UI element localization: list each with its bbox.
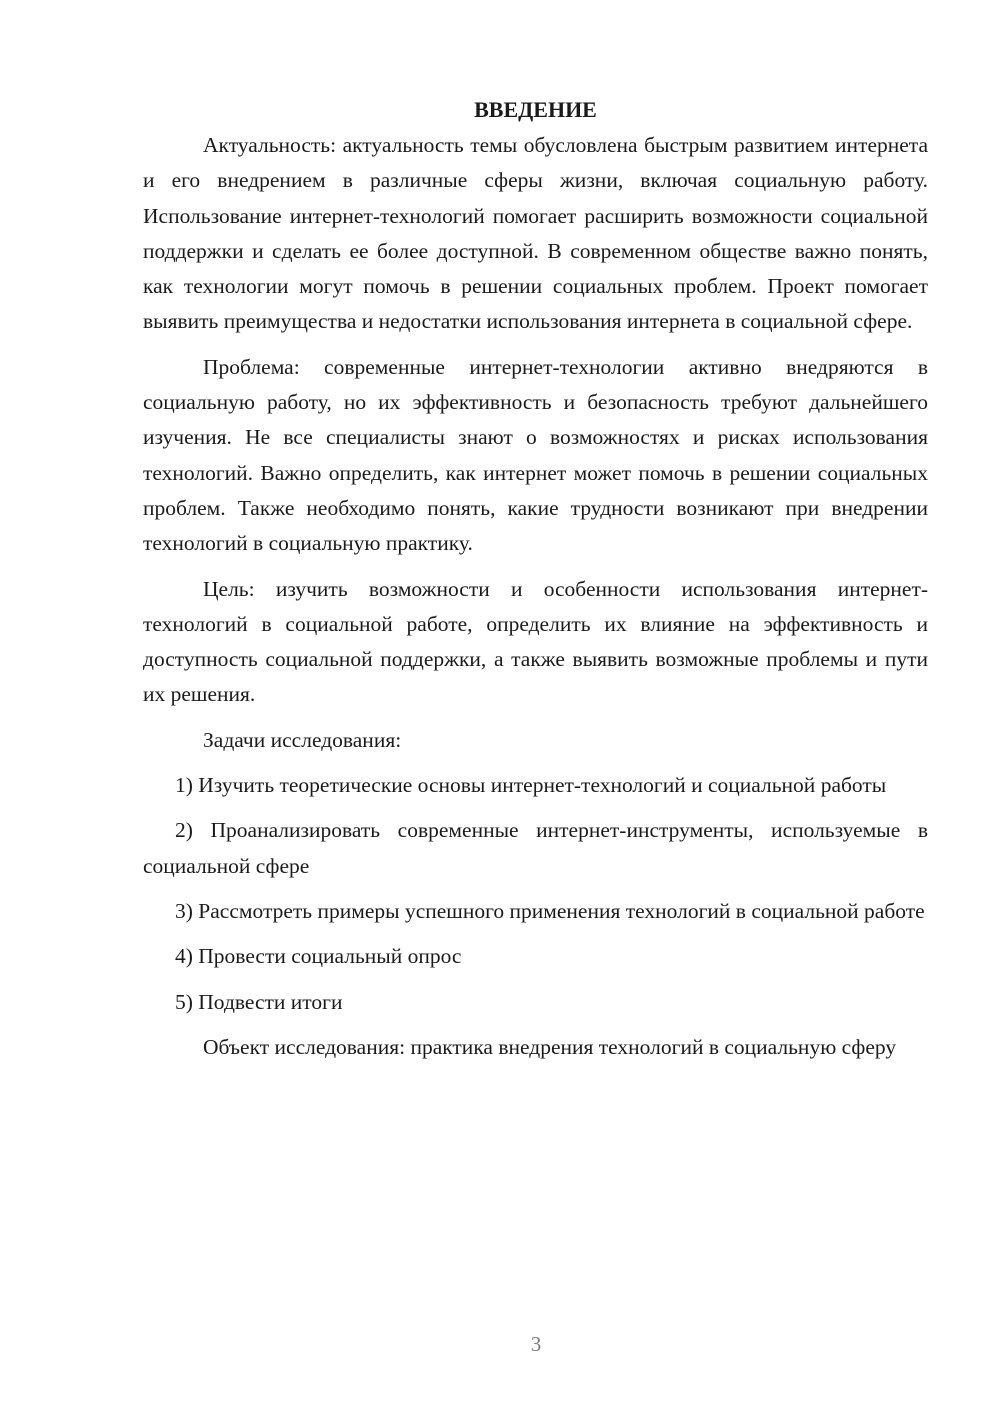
list-item: 2) Проанализировать современные интернет-инструменты, используемые в социальной сфере (143, 818, 928, 878)
paragraph-object: Объект исследования: практика внедрения технологий в социальную сферу (203, 1034, 897, 1059)
list-item: 1) Изучить теоретические основы интернет-технологий и социальной работы (175, 773, 887, 798)
paragraph-relevance: Актуальность: актуальность темы обусловлена быстрым развитием интернета и его внедрением в различные сферы жизни, включая социальную работу. Использование интернет-технологий помогает расширить возможности социальной поддержки и сделать ее более доступной. В современном обществе важно понять, как технологии могут помочь в решении социальных проблем. Проект помогает выявить преимущества и недостатки использования интернета в социальной сфере. (143, 133, 928, 334)
paragraph-goal: Цель: изучить возможности и особенности использования интернет-технологий в социальной работе, определить их влияние на эффективность и доступность социальной поддержки, а также выявить возможные проблемы и пути их решения. (143, 576, 928, 707)
page-title: ВВЕДЕНИЕ (474, 97, 597, 122)
tasks-heading: Задачи исследования: (203, 727, 402, 752)
list-item: 5) Подвести итоги (175, 989, 343, 1014)
paragraph-problem: Проблема: современные интернет-технологии активно внедряются в социальную работу, но их эффективность и безопасность требуют дальнейшего изучения. Не все специалисты знают о возможностях и рисках использования технологий. Важно определить, как интернет может помочь в решении социальных проблем. Также необходимо понять, какие трудности возникают при внедрении технологий в социальную практику. (143, 354, 928, 556)
page-number: 3 (530, 1332, 542, 1356)
document-page (143, 92, 928, 1075)
list-item: 4) Провести социальный опрос (175, 944, 462, 969)
list-item: 3) Рассмотреть примеры успешного применения технологий в социальной работе (175, 898, 925, 923)
